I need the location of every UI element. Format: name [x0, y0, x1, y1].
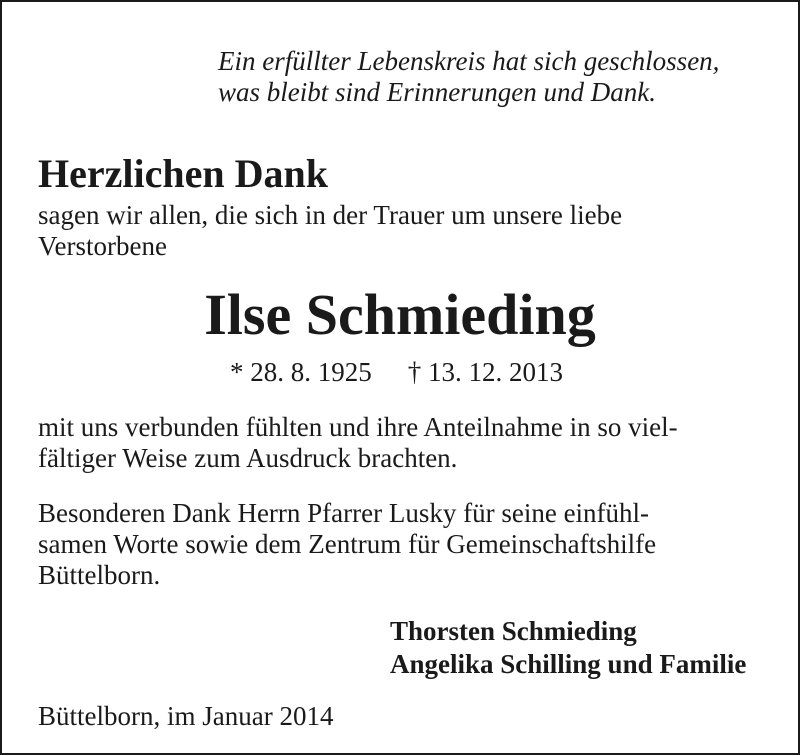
place-and-date: Büttelborn, im Januar 2014	[38, 701, 334, 731]
motto-line: was bleibt sind Erinnerungen und Dank.	[218, 77, 656, 107]
paragraph-line: Büttelborn.	[38, 560, 161, 590]
paragraph-line: fältiger Weise zum Ausdruck brachten.	[38, 443, 458, 473]
intro-paragraph	[38, 200, 766, 262]
life-dates	[2, 357, 798, 388]
birth-date: * 28. 8. 1925	[230, 357, 372, 387]
intro-line: Verstorbene	[38, 231, 167, 261]
death-date: † 13. 12. 2013	[407, 357, 563, 387]
signer-name: Thorsten Schmieding	[390, 616, 637, 646]
deceased-name: Ilse Schmieding	[204, 282, 596, 347]
signer-name: Angelika Schilling und Familie	[390, 649, 747, 679]
motto-line: Ein erfüllter Lebenskreis hat sich geschlossen,	[218, 46, 720, 76]
motto-quote	[218, 46, 778, 108]
intro-line: sagen wir allen, die sich in der Trauer um unsere liebe	[38, 200, 623, 230]
thanks-paragraph	[38, 412, 766, 474]
special-thanks-paragraph	[38, 498, 766, 591]
paragraph-line: Besonderen Dank Herrn Pfarrer Lusky für seine einfühl-	[38, 498, 650, 528]
headline: Herzlichen Dank	[38, 151, 328, 196]
paragraph-line: samen Worte sowie dem Zentrum für Gemeinschaftshilfe	[38, 529, 657, 559]
paragraph-line: mit uns verbunden fühlten und ihre Anteilnahme in so viel-	[38, 412, 678, 442]
signers	[390, 615, 746, 681]
